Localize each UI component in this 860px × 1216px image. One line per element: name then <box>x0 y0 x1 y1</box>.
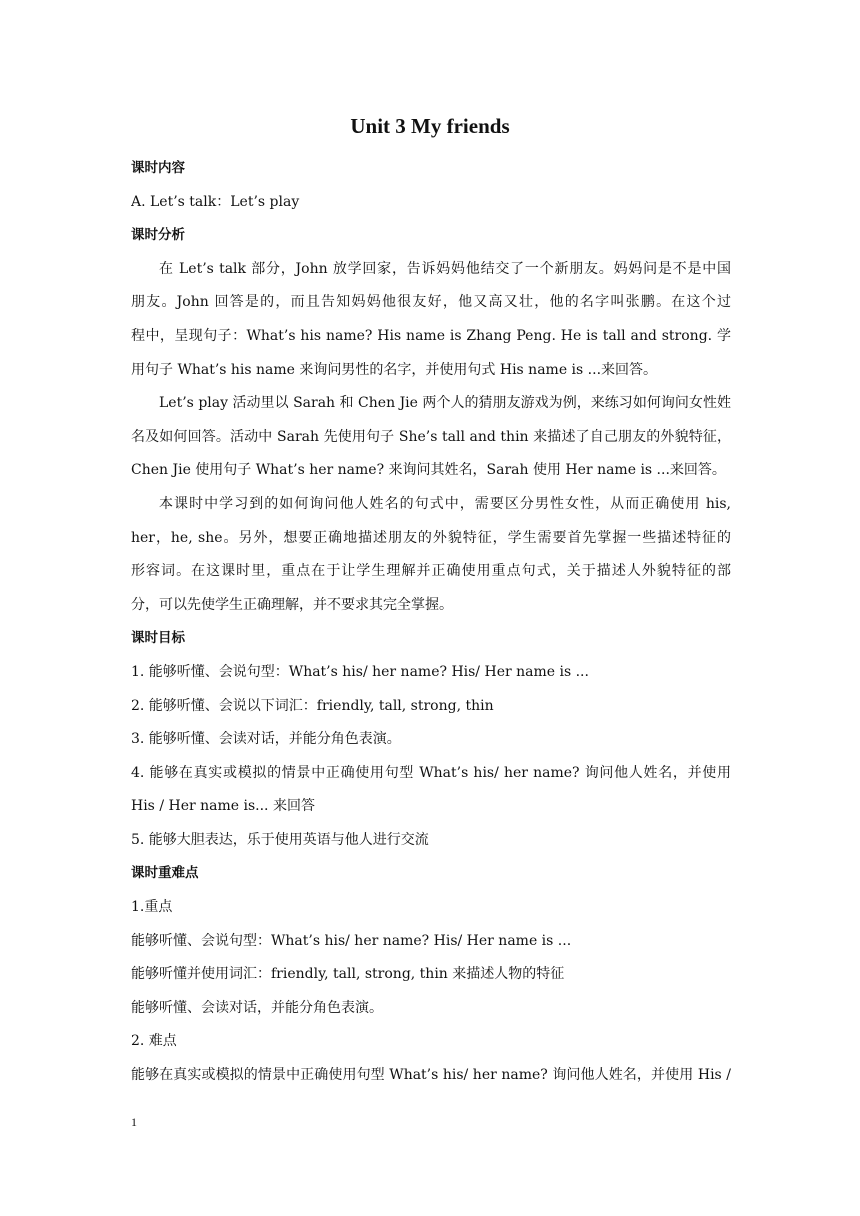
text-line: 4. 能够在真实或模拟的情景中正确使用句型 What’s his/ her name? 询问他人姓名，并使用 <box>131 764 731 781</box>
text-line: 名及如何回答。活动中 Sarah 先使用句子 She’s tall and thin 来描述了自己朋友的外貌特征， <box>131 428 731 445</box>
text-line: 形容词。在这课时里，重点在于让学生理解并正确使用重点句式，关于描述人外貌特征的部 <box>131 563 731 580</box>
text-line: 用句子 What’s his name 来询问男性的名字，并使用句式 His name is ...来回答。 <box>131 361 658 378</box>
section-heading: 课时目标 <box>131 630 185 647</box>
text-line: 能够听懂、会说句型：What’s his/ her name? His/ Her name is ... <box>131 932 572 949</box>
text-line: 3. 能够听懂、会读对话，并能分角色表演。 <box>131 731 401 748</box>
section-heading: 课时重难点 <box>131 865 199 882</box>
text-line: 5. 能够大胆表达，乐于使用英语与他人进行交流 <box>131 831 429 848</box>
text-line: Chen Jie 使用句子 What’s her name? 来询问其姓名，Sarah 使用 Her name is ...来回答。 <box>131 462 726 479</box>
text-line: 能够在真实或模拟的情景中正确使用句型 What’s his/ her name? 询问他人姓名，并使用 His / <box>131 1067 731 1084</box>
text-line: 1.重点 <box>131 899 173 916</box>
text-line: His / Her name is... 来回答 <box>131 798 315 815</box>
text-line: 本课时中学习到的如何询问他人姓名的句式中，需要区分男性女性，从而正确使用 his, <box>159 495 731 512</box>
text-line: A. Let’s talk：Let’s play <box>131 193 300 210</box>
text-line: 分，可以先使学生正确理解，并不要求其完全掌握。 <box>131 596 453 613</box>
text-line: 在 Let’s talk 部分，John 放学回家，告诉妈妈他结交了一个新朋友。妈妈问是不是中国 <box>159 260 731 277</box>
text-line: 能够听懂并使用词汇：friendly, tall, strong, thin 来描述人物的特征 <box>131 966 565 983</box>
text-line: 2. 能够听懂、会说以下词汇：friendly, tall, strong, thin <box>131 697 494 714</box>
document-body <box>131 152 731 1093</box>
page-number: 1 <box>131 1115 137 1129</box>
text-line: 2. 难点 <box>131 1033 177 1050</box>
document-title: Unit 3 My friends <box>350 114 510 138</box>
section-heading: 课时内容 <box>131 160 185 176</box>
text-line: 能够听懂、会读对话，并能分角色表演。 <box>131 999 383 1016</box>
section-heading: 课时分析 <box>131 227 185 244</box>
text-line: Let’s play 活动里以 Sarah 和 Chen Jie 两个人的猜朋友游戏为例，来练习如何询问女性姓 <box>159 395 731 412</box>
text-line: 1. 能够听懂、会说句型：What’s his/ her name? His/ Her name is ... <box>131 663 589 680</box>
text-line: 程中，呈现句子：What’s his name? His name is Zhang Peng. He is tall and strong. 学 <box>131 327 731 344</box>
text-line: 朋友。John 回答是的，而且告知妈妈他很友好，他又高又壮，他的名字叫张鹏。在这个过 <box>131 294 731 311</box>
text-line: her，he, she。另外，想要正确地描述朋友的外貌特征，学生需要首先掌握一些描述特征的 <box>131 529 731 546</box>
